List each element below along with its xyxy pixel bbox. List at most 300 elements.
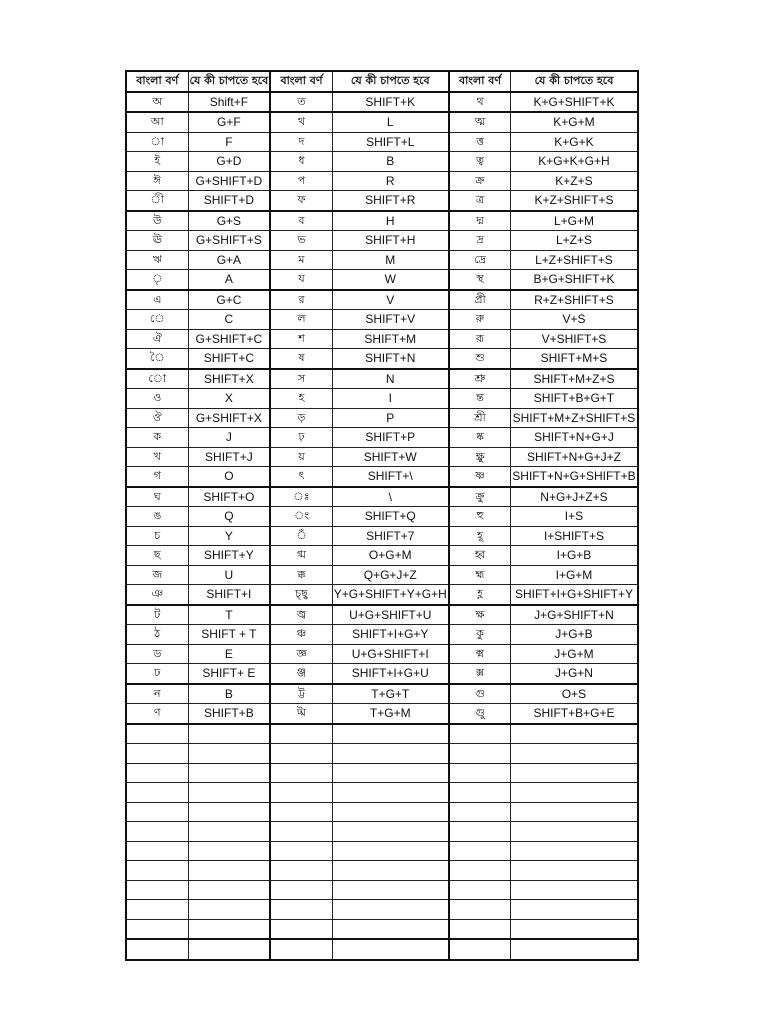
bangla-letter-cell: ঙ xyxy=(126,507,188,527)
bangla-letter-cell: দ্ম xyxy=(449,211,511,231)
key-combo-cell: A xyxy=(188,270,270,290)
empty-table-row xyxy=(126,841,638,861)
bangla-letter-cell: ট xyxy=(126,605,188,625)
table-row xyxy=(126,112,638,132)
key-combo-cell: SHIFT+M+Z+S xyxy=(511,369,638,389)
key-combo-cell: G+SHIFT+X xyxy=(188,408,270,428)
key-combo-cell: I+G+M xyxy=(511,565,638,585)
key-combo-cell: G+C xyxy=(188,290,270,310)
bangla-letter-cell: হু xyxy=(449,507,511,527)
key-combo-cell: SHIFT+M+Z+SHIFT+S xyxy=(511,408,638,428)
bangla-letter-cell: ই xyxy=(126,152,188,172)
bangla-letter-cell: ে xyxy=(126,310,188,330)
key-combo-cell: G+SHIFT+D xyxy=(188,171,270,191)
bangla-letter-cell: ঐ xyxy=(126,329,188,349)
key-combo-cell: SHIFT+I xyxy=(188,585,270,605)
empty-cell xyxy=(270,724,332,744)
bangla-letter-cell: ন xyxy=(126,684,188,704)
empty-cell xyxy=(511,763,638,783)
bangla-letter-cell: ট্ট xyxy=(270,684,332,704)
empty-cell xyxy=(511,841,638,861)
key-combo-cell: SHIFT+R xyxy=(332,191,449,211)
key-combo-cell: SHIFT+H xyxy=(332,231,449,251)
key-combo-cell: K+G+M xyxy=(511,112,638,132)
empty-table-row xyxy=(126,919,638,939)
key-combo-cell: L+Z+SHIFT+S xyxy=(511,250,638,270)
empty-cell xyxy=(511,880,638,900)
bangla-letter-cell: ত্ব xyxy=(449,152,511,172)
bangla-letter-cell: দ xyxy=(270,132,332,152)
empty-cell xyxy=(188,841,270,861)
key-combo-cell: O xyxy=(188,467,270,487)
bangla-letter-cell: ষ্ক xyxy=(449,428,511,448)
empty-cell xyxy=(126,802,188,822)
empty-cell xyxy=(332,861,449,881)
bangla-letter-cell: হূ xyxy=(449,526,511,546)
bangla-letter-cell: ঊ xyxy=(126,231,188,251)
key-combo-cell: SHIFT+C xyxy=(188,349,270,369)
empty-cell xyxy=(270,802,332,822)
key-combo-cell: J+G+B xyxy=(511,625,638,645)
key-combo-cell: T+G+M xyxy=(332,704,449,724)
key-combo-cell: J xyxy=(188,428,270,448)
table-row xyxy=(126,290,638,310)
empty-cell xyxy=(188,900,270,920)
bangla-letter-cell: য xyxy=(270,270,332,290)
empty-cell xyxy=(126,724,188,744)
empty-cell xyxy=(126,841,188,861)
empty-cell xyxy=(126,783,188,803)
key-combo-cell: SHIFT+N+G+J+Z xyxy=(511,447,638,467)
bangla-letter-cell: গ xyxy=(126,467,188,487)
empty-cell xyxy=(188,919,270,939)
key-combo-cell: Q+G+J+Z xyxy=(332,565,449,585)
key-combo-cell: SHIFT+N xyxy=(332,349,449,369)
bangla-letter-cell: ক্স xyxy=(449,664,511,684)
table-row xyxy=(126,171,638,191)
bangla-letter-cell: ঞ্জ xyxy=(270,664,332,684)
bangla-letter-cell: খ xyxy=(126,447,188,467)
bangla-letter-cell: গু xyxy=(449,684,511,704)
bangla-letter-cell: ত্র xyxy=(449,191,511,211)
bangla-letter-cell: ও xyxy=(126,389,188,409)
table-row xyxy=(126,428,638,448)
bangla-letter-cell: জ xyxy=(126,565,188,585)
table-row xyxy=(126,546,638,566)
bangla-letter-cell: ঋ xyxy=(126,250,188,270)
empty-cell xyxy=(511,822,638,842)
empty-cell xyxy=(511,919,638,939)
key-combo-cell: SHIFT+Q xyxy=(332,507,449,527)
key-combo-cell: B xyxy=(332,152,449,172)
key-combo-cell: M xyxy=(332,250,449,270)
key-combo-cell: O+G+M xyxy=(332,546,449,566)
key-combo-cell: G+SHIFT+S xyxy=(188,231,270,251)
empty-cell xyxy=(511,900,638,920)
key-combo-cell: U+G+SHIFT+U xyxy=(332,605,449,625)
empty-cell xyxy=(332,919,449,939)
table-row xyxy=(126,605,638,625)
empty-cell xyxy=(511,724,638,744)
bangla-letter-cell: থ xyxy=(449,92,511,113)
bangla-letter-cell: হ্ব xyxy=(449,546,511,566)
bangla-letter-cell: স্থ xyxy=(449,270,511,290)
table-row xyxy=(126,132,638,152)
bangla-letter-cell: ণ xyxy=(126,704,188,724)
table-row xyxy=(126,704,638,724)
key-combo-cell: N xyxy=(332,369,449,389)
bangla-letter-cell: ত্ত xyxy=(449,132,511,152)
header-key-combo-3: যে কী চাপতে হবে xyxy=(511,71,638,92)
empty-cell xyxy=(332,763,449,783)
empty-cell xyxy=(449,919,511,939)
key-combo-cell: V xyxy=(332,290,449,310)
empty-table-row xyxy=(126,763,638,783)
key-combo-cell: W xyxy=(332,270,449,290)
empty-cell xyxy=(188,724,270,744)
table-row xyxy=(126,585,638,605)
bangla-letter-cell: শ্রী xyxy=(449,408,511,428)
key-combo-cell: SHIFT+N+G+SHIFT+B xyxy=(511,467,638,487)
empty-cell xyxy=(332,802,449,822)
key-combo-cell: SHIFT+I+G+Y xyxy=(332,625,449,645)
empty-cell xyxy=(126,900,188,920)
key-combo-cell: SHIFT+L xyxy=(332,132,449,152)
empty-cell xyxy=(511,939,638,960)
key-combo-cell: Q xyxy=(188,507,270,527)
key-combo-cell: Shift+F xyxy=(188,92,270,113)
bangla-letter-cell: ম xyxy=(270,250,332,270)
key-combo-cell: SHIFT+7 xyxy=(332,526,449,546)
empty-cell xyxy=(332,822,449,842)
empty-cell xyxy=(270,861,332,881)
bangla-letter-cell: চ্ছ্ব xyxy=(270,585,332,605)
bangla-letter-cell: ত্ম xyxy=(449,112,511,132)
key-combo-cell: SHIFT+M+S xyxy=(511,349,638,369)
key-combo-cell: K+Z+SHIFT+S xyxy=(511,191,638,211)
table-row xyxy=(126,644,638,664)
key-combo-cell: V+SHIFT+S xyxy=(511,329,638,349)
table-row xyxy=(126,664,638,684)
table-row xyxy=(126,507,638,527)
table-row xyxy=(126,310,638,330)
empty-cell xyxy=(449,939,511,960)
bangla-letter-cell: ভ xyxy=(270,231,332,251)
bangla-letter-cell: ৎ xyxy=(270,467,332,487)
empty-table-row xyxy=(126,744,638,764)
key-combo-cell: SHIFT+I+G+U xyxy=(332,664,449,684)
bangla-letter-cell: ন্ত xyxy=(449,389,511,409)
bangla-letter-cell: ঢ xyxy=(126,664,188,684)
table-row xyxy=(126,152,638,172)
key-combo-cell: \ xyxy=(332,487,449,507)
empty-cell xyxy=(188,880,270,900)
empty-table-row xyxy=(126,802,638,822)
key-combo-cell: SHIFT+B xyxy=(188,704,270,724)
key-combo-cell: SHIFT+P xyxy=(332,428,449,448)
empty-table-row xyxy=(126,783,638,803)
empty-cell xyxy=(511,861,638,881)
empty-cell xyxy=(126,880,188,900)
key-combo-cell: R xyxy=(332,171,449,191)
bangla-letter-cell: এ xyxy=(126,290,188,310)
key-combo-cell: SHIFT+J xyxy=(188,447,270,467)
table-row xyxy=(126,526,638,546)
bangla-letter-cell: ো xyxy=(126,369,188,389)
bangla-letter-cell: ক্ক xyxy=(270,565,332,585)
empty-cell xyxy=(270,919,332,939)
empty-cell xyxy=(188,744,270,764)
bangla-letter-cell: ক্র xyxy=(449,171,511,191)
bangla-letter-cell: ক xyxy=(126,428,188,448)
empty-cell xyxy=(126,822,188,842)
empty-cell xyxy=(270,763,332,783)
bangla-letter-cell: ঘ xyxy=(126,487,188,507)
bangla-letter-cell: ধ xyxy=(270,152,332,172)
empty-cell xyxy=(449,802,511,822)
empty-cell xyxy=(188,822,270,842)
bangla-letter-cell: প্রী xyxy=(449,290,511,310)
bangla-letter-cell: ী xyxy=(126,191,188,211)
key-combo-cell: K+G+K+G+H xyxy=(511,152,638,172)
empty-cell xyxy=(188,802,270,822)
empty-cell xyxy=(449,880,511,900)
table-row xyxy=(126,467,638,487)
bangla-letter-cell: শ xyxy=(270,329,332,349)
key-combo-cell: B xyxy=(188,684,270,704)
empty-table-row xyxy=(126,861,638,881)
table-row xyxy=(126,349,638,369)
table-row xyxy=(126,329,638,349)
key-combo-cell: L xyxy=(332,112,449,132)
table-row xyxy=(126,684,638,704)
key-combo-cell: U xyxy=(188,565,270,585)
table-row xyxy=(126,389,638,409)
table-row xyxy=(126,250,638,270)
bangla-letter-cell: আ xyxy=(126,112,188,132)
empty-cell xyxy=(188,861,270,881)
key-combo-cell: C xyxy=(188,310,270,330)
bangla-letter-cell: দ্র xyxy=(449,231,511,251)
header-bangla-letter-2: বাংলা বর্ণ xyxy=(270,71,332,92)
bangla-letter-cell: র xyxy=(270,290,332,310)
table-row xyxy=(126,92,638,113)
key-combo-cell: R+Z+SHIFT+S xyxy=(511,290,638,310)
bangla-letter-cell: ফ xyxy=(270,191,332,211)
table-row xyxy=(126,231,638,251)
empty-cell xyxy=(449,724,511,744)
empty-cell xyxy=(449,783,511,803)
empty-cell xyxy=(126,861,188,881)
key-combo-cell: T+G+T xyxy=(332,684,449,704)
bangla-letter-cell: ল xyxy=(270,310,332,330)
bangla-letter-cell: রু xyxy=(449,310,511,330)
key-combo-cell: N+G+J+Z+S xyxy=(511,487,638,507)
bangla-letter-cell: দ্রে xyxy=(449,250,511,270)
bangla-letter-cell: ক্ষ xyxy=(449,605,511,625)
key-combo-cell: K+G+K xyxy=(511,132,638,152)
key-combo-cell: J+G+SHIFT+N xyxy=(511,605,638,625)
empty-table-row xyxy=(126,724,638,744)
header-key-combo-2: যে কী চাপতে হবে xyxy=(332,71,449,92)
empty-cell xyxy=(332,783,449,803)
key-combo-cell: G+A xyxy=(188,250,270,270)
empty-cell xyxy=(332,880,449,900)
bangla-letter-cell: ঠ xyxy=(126,625,188,645)
bangla-letter-cell: া xyxy=(126,132,188,152)
key-combo-cell: X xyxy=(188,389,270,409)
empty-cell xyxy=(332,900,449,920)
bangla-letter-cell: ক্রু xyxy=(449,487,511,507)
key-combo-cell: SHIFT + T xyxy=(188,625,270,645)
empty-cell xyxy=(332,939,449,960)
key-combo-cell: I+G+B xyxy=(511,546,638,566)
key-combo-cell: O+S xyxy=(511,684,638,704)
bangla-letter-cell: ড় xyxy=(270,408,332,428)
empty-cell xyxy=(270,822,332,842)
table-row xyxy=(126,565,638,585)
table-row xyxy=(126,487,638,507)
empty-cell xyxy=(332,744,449,764)
bangla-letter-cell: চ xyxy=(126,526,188,546)
empty-cell xyxy=(188,763,270,783)
empty-cell xyxy=(332,841,449,861)
header-key-combo-1: যে কী চাপতে হবে xyxy=(188,71,270,92)
bangla-letter-cell: ড xyxy=(126,644,188,664)
empty-cell xyxy=(511,744,638,764)
key-combo-cell: F xyxy=(188,132,270,152)
empty-cell xyxy=(449,763,511,783)
bangla-letter-cell: প xyxy=(270,171,332,191)
key-combo-cell: P xyxy=(332,408,449,428)
bangla-letter-cell: ঈ xyxy=(126,171,188,191)
key-combo-cell: G+S xyxy=(188,211,270,231)
key-combo-cell: SHIFT+\ xyxy=(332,467,449,487)
bangla-letter-cell: স xyxy=(270,369,332,389)
key-combo-cell: I+S xyxy=(511,507,638,527)
empty-cell xyxy=(126,919,188,939)
key-combo-cell: SHIFT+N+G+J xyxy=(511,428,638,448)
bangla-letter-cell: শ্রু xyxy=(449,369,511,389)
table-row xyxy=(126,625,638,645)
bangla-letter-cell: ছ xyxy=(126,546,188,566)
key-combo-cell: SHIFT+I+G+SHIFT+Y xyxy=(511,585,638,605)
bangla-letter-cell: ৈ xyxy=(126,349,188,369)
empty-cell xyxy=(449,841,511,861)
bangla-letter-cell: ঁ xyxy=(270,526,332,546)
empty-cell xyxy=(270,900,332,920)
bangla-letter-cell: কু xyxy=(449,625,511,645)
empty-cell xyxy=(188,939,270,960)
bangla-letter-cell: জ্ঞ xyxy=(270,644,332,664)
table-row xyxy=(126,447,638,467)
bangla-letter-cell: ঔ xyxy=(126,408,188,428)
empty-table-row xyxy=(126,822,638,842)
key-combo-cell: SHIFT+ E xyxy=(188,664,270,684)
key-combo-cell: SHIFT+B+G+T xyxy=(511,389,638,409)
bangla-letter-cell: ট্ম xyxy=(270,704,332,724)
empty-cell xyxy=(449,744,511,764)
key-combo-cell: G+F xyxy=(188,112,270,132)
empty-cell xyxy=(126,939,188,960)
bangla-letter-cell: অ xyxy=(126,92,188,113)
header-bangla-letter-3: বাংলা বর্ণ xyxy=(449,71,511,92)
empty-cell xyxy=(188,783,270,803)
key-combo-cell: SHIFT+B+G+E xyxy=(511,704,638,724)
key-combo-cell: SHIFT+K xyxy=(332,92,449,113)
empty-table-row xyxy=(126,880,638,900)
bangla-letter-cell: ষ xyxy=(270,349,332,369)
bangla-letter-cell: ব xyxy=(270,211,332,231)
bangla-letter-cell: ক্ষ্রু xyxy=(449,447,511,467)
bangla-letter-cell: ক্ম xyxy=(449,644,511,664)
bangla-letter-cell: জ্ব xyxy=(270,605,332,625)
header-row xyxy=(126,71,638,92)
bangla-letter-cell: হ্ম xyxy=(449,565,511,585)
bangla-letter-cell: ঃ xyxy=(270,487,332,507)
empty-cell xyxy=(270,880,332,900)
key-combo-cell: J+G+M xyxy=(511,644,638,664)
empty-cell xyxy=(332,724,449,744)
empty-cell xyxy=(449,861,511,881)
empty-cell xyxy=(270,939,332,960)
empty-cell xyxy=(270,744,332,764)
table-row xyxy=(126,270,638,290)
key-combo-cell: Y xyxy=(188,526,270,546)
key-combo-cell: B+G+SHIFT+K xyxy=(511,270,638,290)
empty-table-row xyxy=(126,900,638,920)
bangla-letter-cell: গুু xyxy=(449,704,511,724)
bangla-letter-cell: থ xyxy=(270,112,332,132)
header-bangla-letter-1: বাংলা বর্ণ xyxy=(126,71,188,92)
keyboard-mapping-table xyxy=(125,70,639,961)
key-combo-cell: I+SHIFT+S xyxy=(511,526,638,546)
bangla-letter-cell: গ্ম xyxy=(270,546,332,566)
key-combo-cell: G+SHIFT+C xyxy=(188,329,270,349)
key-combo-cell: SHIFT+W xyxy=(332,447,449,467)
key-combo-cell: SHIFT+Y xyxy=(188,546,270,566)
key-combo-cell: Y+G+SHIFT+Y+G+H xyxy=(332,585,449,605)
empty-cell xyxy=(126,763,188,783)
bangla-letter-cell: ং xyxy=(270,507,332,527)
key-combo-cell: U+G+SHIFT+I xyxy=(332,644,449,664)
key-combo-cell: J+G+N xyxy=(511,664,638,684)
empty-cell xyxy=(511,802,638,822)
table-body xyxy=(126,92,638,960)
key-combo-cell: L+Z+S xyxy=(511,231,638,251)
bangla-letter-cell: ঞ্চ xyxy=(270,625,332,645)
bangla-letter-cell: হ xyxy=(270,389,332,409)
bangla-letter-cell: রূ xyxy=(449,329,511,349)
key-combo-cell: H xyxy=(332,211,449,231)
key-combo-cell: K+G+SHIFT+K xyxy=(511,92,638,113)
key-combo-cell: T xyxy=(188,605,270,625)
bangla-letter-cell: ত xyxy=(270,92,332,113)
bangla-letter-cell: ষ্ণ xyxy=(449,467,511,487)
table-row xyxy=(126,408,638,428)
key-combo-cell: SHIFT+X xyxy=(188,369,270,389)
key-combo-cell: V+S xyxy=(511,310,638,330)
bangla-letter-cell: ঢ় xyxy=(270,428,332,448)
key-combo-cell: G+D xyxy=(188,152,270,172)
empty-cell xyxy=(449,822,511,842)
table-row xyxy=(126,191,638,211)
empty-cell xyxy=(511,783,638,803)
bangla-letter-cell: শু xyxy=(449,349,511,369)
empty-table-row xyxy=(126,939,638,960)
key-combo-cell: I xyxy=(332,389,449,409)
table-row xyxy=(126,211,638,231)
